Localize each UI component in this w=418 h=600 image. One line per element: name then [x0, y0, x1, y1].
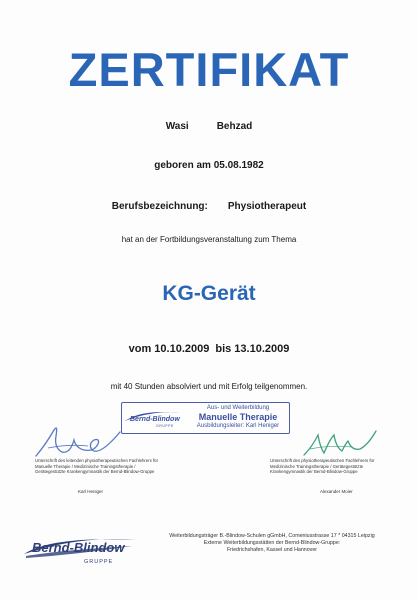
profession-value: Physiotherapeut: [227, 201, 307, 212]
footer-line-2: Externe Weiterbildungsstätten der Bernd-Blindow-Gruppe:: [203, 540, 341, 546]
profession-line: [0, 201, 418, 213]
stamp-text: [188, 404, 288, 430]
left-signature: [28, 418, 128, 462]
left-signature-caption: Unterschrift des leitenden physiotherapeutischen Fachlehrers für Manuelle Therapie / Medizinische Trainingstherapie / Gerätegestützte Krankengymnastik der Bernd-Blindow-Gruppe: [35, 458, 159, 474]
left-signer-name: Karl Heniger: [78, 489, 104, 494]
course-dates: [0, 343, 418, 355]
recipient-name: [0, 121, 418, 133]
right-signature: [300, 425, 380, 459]
recipient-first-name: Wasi: [165, 121, 189, 132]
logo-text: Bernd-Blindow: [32, 540, 125, 555]
recipient-last-name: Behzad: [216, 121, 253, 132]
stamp-line-2: Manuelle Therapie: [198, 412, 278, 422]
footer-line-3: Friedrichshafen, Kassel und Hannover: [226, 547, 318, 553]
logo-sub: GRUPPE: [84, 559, 114, 565]
stamp-logo-text: Bernd-Blindow: [130, 416, 180, 423]
stamp-line-1: Aus- und Weiterbildung: [206, 405, 270, 411]
bernd-blindow-logo: [22, 530, 140, 566]
school-stamp: [121, 402, 290, 434]
result-line: mit 40 Stunden absolviert und mit Erfolg teilgenommen.: [110, 382, 308, 391]
stamp-line-3: Ausbildungsleiter: Karl Heniger: [196, 423, 280, 429]
intro-line: hat an der Fortbildungsveranstaltung zum Thema: [121, 235, 297, 244]
certificate-title: ZERTIFIKAT: [68, 43, 350, 96]
right-signature-caption: Unterschrift des physiotherapeutischen Fachlehrers für Medizinische Trainingstherapie / Gerätegestützte Krankengymnastik der Bernd-Blindow-Gruppe: [270, 458, 375, 474]
date-to: bis 13.10.2009: [215, 343, 290, 355]
footer-address: [148, 533, 396, 554]
course-topic: KG-Gerät: [162, 282, 256, 305]
right-signer-name: Alexander Moier: [320, 489, 353, 494]
footer-line-1: Weiterbildungsträger B.-Blindow-Schulen gGmbH, Comeniusstrasse 17 * 04315 Leipzig: [169, 533, 375, 539]
date-from: vom 10.10.2009: [128, 343, 210, 355]
birth-date-line: geboren am 05.08.1982: [154, 160, 264, 171]
stamp-logo-sub: GRUPPE: [156, 424, 174, 428]
profession-label: Berufsbezeichnung:: [111, 201, 208, 212]
stamp-logo: [122, 407, 185, 429]
